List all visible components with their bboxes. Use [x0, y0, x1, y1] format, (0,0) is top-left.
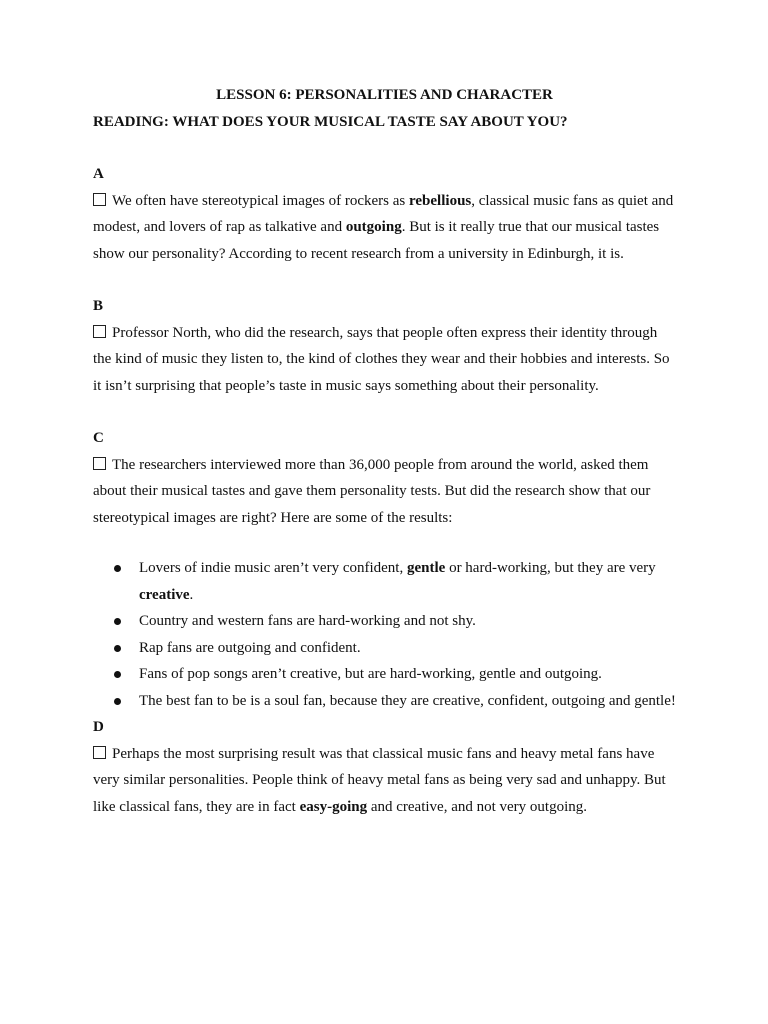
bullet-1-text-1: Lovers of indie music aren’t very confident,: [139, 560, 407, 576]
keyword-easy-going: easy-going: [299, 798, 368, 815]
bullet-icon: [114, 671, 121, 678]
bullet-2-text: Country and western fans are hard-working and not shy.: [139, 613, 476, 629]
bullet-1-text-2: or hard-working, but they are very: [445, 560, 656, 576]
section-d-text-2: and creative, and not very outgoing.: [367, 798, 588, 815]
list-item: [93, 661, 676, 688]
section-a-paragraph: [93, 188, 676, 268]
bullet-5-text: The best fan to be is a soul fan, because they are creative, confident, outgoing and gentle!: [139, 692, 676, 709]
section-c: [93, 425, 676, 714]
section-d-text-1: Perhaps the most surprising result was that classical music fans and heavy metal fans have very similar personalities. People think of heavy metal fans as being very sad and unhappy. But like classical fans, they are in fact: [93, 745, 666, 815]
bullet-1-text-3: .: [189, 586, 194, 603]
section-d-letter: D: [93, 719, 104, 735]
section-d: [93, 714, 676, 820]
section-b-paragraph: [93, 320, 676, 400]
bullet-icon: [114, 698, 121, 705]
list-item: [93, 608, 676, 635]
bullet-icon: [114, 645, 121, 652]
checkbox-icon[interactable]: [93, 457, 106, 470]
section-a: [93, 161, 676, 267]
section-c-text: The researchers interviewed more than 36,000 people from around the world, asked them about their musical tastes and gave them personality tests. But did the research show that our stereotypical images are right? Here are some of the results:: [93, 456, 651, 526]
checkbox-icon[interactable]: [93, 746, 106, 759]
section-a-text-1: We often have stereotypical images of rockers as: [112, 192, 410, 209]
section-b: [93, 293, 676, 399]
section-a-text-3: . But is it really true that our musical tastes show our personality? According to recent research from a university in Edinburgh, it is.: [93, 219, 660, 262]
section-b-text: Professor North, who did the research, says that people often express their identity through the kind of music they listen to, the kind of clothes they wear and their hobbies and interests. So it isn’t surprising that people’s taste in music says something about their personality.: [93, 324, 670, 394]
bullet-icon: [114, 618, 121, 625]
section-b-letter: B: [93, 298, 104, 314]
keyword-rebellious: rebellious: [409, 192, 472, 209]
section-a-letter: A: [93, 166, 104, 182]
list-item: [93, 688, 676, 715]
bullet-icon: [114, 565, 121, 572]
bullet-3-text: Rap fans are outgoing and confident.: [139, 639, 361, 656]
checkbox-icon[interactable]: [93, 193, 106, 206]
keyword-creative: creative: [139, 586, 190, 603]
keyword-gentle: gentle: [406, 560, 446, 576]
reading-title: READING: WHAT DOES YOUR MUSICAL TASTE SAY ABOUT YOU?: [93, 113, 568, 130]
keyword-outgoing: outgoing: [345, 219, 402, 235]
lesson-title: LESSON 6: PERSONALITIES AND CHARACTER: [216, 87, 553, 103]
bullet-4-text: Fans of pop songs aren’t creative, but are hard-working, gentle and outgoing.: [139, 666, 602, 682]
list-item: [93, 635, 676, 662]
checkbox-icon[interactable]: [93, 325, 106, 338]
list-item: [93, 555, 676, 608]
results-list: [93, 555, 676, 714]
section-d-paragraph: [93, 741, 676, 821]
section-c-letter: C: [93, 430, 104, 446]
section-a-text-2: , classical music fans as quiet and modest, and lovers of rap as talkative and: [93, 192, 674, 235]
section-c-paragraph: [93, 452, 676, 532]
